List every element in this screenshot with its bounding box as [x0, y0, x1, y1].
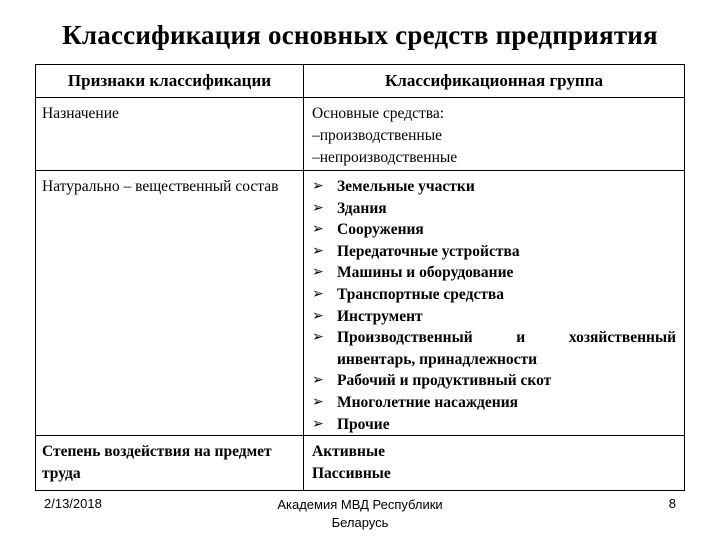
list-item: ➢ Здания: [312, 198, 676, 220]
table-row: [36, 436, 685, 491]
asset-type-list: [312, 176, 676, 435]
list-item-justified: ➢ Производственный и хозяйственный инвентарь, принадлежности: [312, 329, 676, 368]
list-item: ➢ Передаточные устройства: [312, 241, 676, 263]
table-row: [36, 98, 685, 171]
criterion-cell: Назначение: [36, 98, 304, 171]
arrowhead-bullet-icon: ➢: [312, 415, 324, 432]
list-item: ➢ Машины и оборудование: [312, 262, 676, 284]
arrowhead-bullet-icon: ➢: [312, 329, 324, 346]
table-row: [36, 171, 685, 436]
classification-table: [35, 64, 685, 491]
footer-organization: Академия МВД Республики Беларусь: [277, 497, 443, 530]
list-item: ➢ Сооружения: [312, 219, 676, 241]
list-item: ➢ Многолетние насаждения: [312, 392, 676, 414]
group-line: Основные средства:: [312, 105, 445, 122]
slide-title: Классификация основных средств предприятия: [62, 20, 658, 50]
group-cell: [304, 171, 685, 436]
list-item: ➢ Прочие: [312, 414, 676, 436]
column-header-group: Классификационная группа: [304, 65, 685, 98]
arrowhead-bullet-icon: ➢: [312, 221, 324, 238]
column-header-criteria: Признаки классификации: [36, 65, 304, 98]
arrowhead-bullet-icon: ➢: [312, 178, 324, 194]
list-item: ➢ Земельные участки: [312, 176, 676, 198]
group-line: –непроизводственные: [312, 149, 458, 166]
list-item: ➢ Рабочий и продуктивный скот: [312, 370, 676, 392]
arrowhead-bullet-icon: ➢: [312, 264, 324, 281]
arrowhead-bullet-icon: ➢: [312, 285, 324, 302]
criterion-cell: Степень воздействия на предмет труда: [36, 436, 304, 491]
group-cell: [304, 98, 685, 171]
arrowhead-bullet-icon: ➢: [312, 372, 324, 389]
arrowhead-bullet-icon: ➢: [312, 307, 324, 324]
list-item: ➢ Инструмент: [312, 306, 676, 328]
arrowhead-bullet-icon: ➢: [312, 242, 324, 259]
arrowhead-bullet-icon: ➢: [312, 199, 324, 216]
list-item: ➢ Транспортные средства: [312, 284, 676, 306]
group-line: Активные: [312, 443, 385, 461]
group-line: –производственные: [312, 127, 443, 144]
footer-page-number: 8: [668, 496, 676, 511]
group-line: Пассивные: [312, 465, 391, 483]
criterion-cell: Натурально – вещественный состав: [36, 171, 304, 436]
arrowhead-bullet-icon: ➢: [312, 393, 324, 410]
table-header-row: [36, 65, 685, 98]
group-cell: [304, 436, 685, 491]
footer-date: 2/13/2018: [44, 496, 102, 511]
